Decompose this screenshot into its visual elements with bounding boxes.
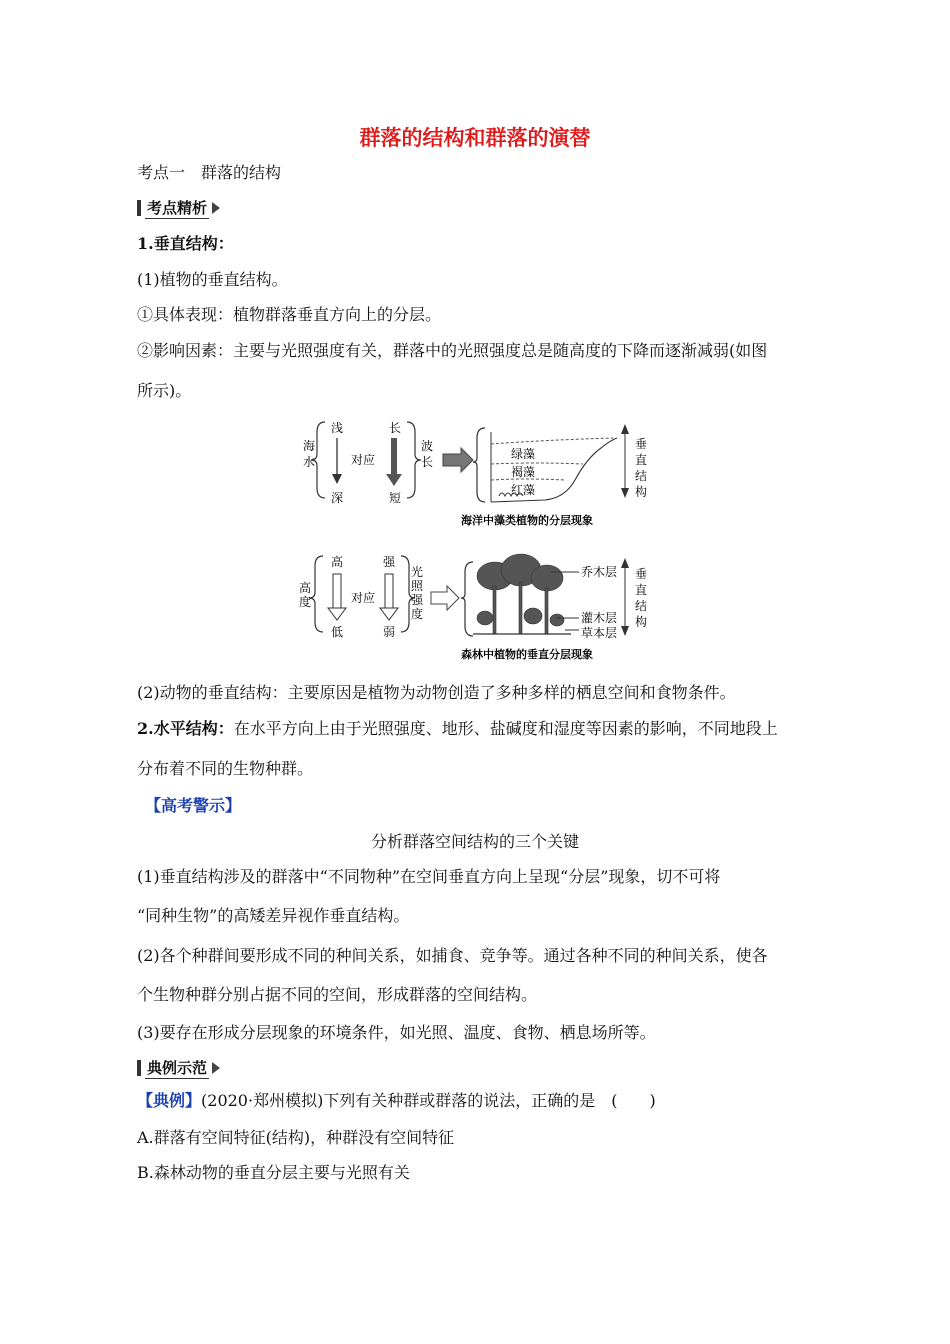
option-a: A.群落有空间特征(结构)，种群没有空间特征 (137, 1128, 455, 1147)
para-factor-2: 所示)。 (137, 381, 192, 400)
heading-horizontal-structure: 2.水平结构： (137, 719, 234, 738)
fig1-red: 红藻 (511, 483, 536, 497)
fig1-short: 短 (389, 491, 402, 505)
fig2-struct-3: 结 (635, 599, 648, 613)
fig2-strong: 强 (383, 555, 396, 569)
warning-1b: “同种生物”的高矮差异视作垂直结构。 (137, 906, 410, 925)
analysis-badge-label: 考点精析 (147, 199, 208, 217)
fig1-long: 长 (389, 421, 402, 435)
fig2-struct-4: 构 (635, 615, 648, 629)
horizontal-text: 在水平方向上由于光照强度、地形、盐碱度和湿度等因素的影响，不同地段上 (233, 719, 778, 738)
fig2-light-3: 强 (411, 593, 424, 607)
para-horizontal-1 (137, 719, 778, 739)
fig1-deep: 深 (331, 491, 344, 505)
fig1-corresponds: 对应 (351, 453, 376, 467)
fig2-corresponds: 对应 (351, 591, 376, 605)
forest-figure (295, 548, 675, 668)
warning-1a: (1)垂直结构涉及的群落中“不同物种”在空间垂直方向上呈现“分层”现象，切不可将 (137, 867, 721, 886)
example-badge-label: 典例示范 (147, 1059, 208, 1077)
fig2-left-2: 度 (299, 595, 312, 609)
fig1-caption: 海洋中藻类植物的分层现象 (461, 514, 593, 527)
example-question-text: (2020·郑州模拟)下列有关种群或群落的说法，正确的是 ( ) (201, 1091, 656, 1110)
fig1-brown: 褐藻 (511, 465, 536, 479)
fig2-high: 高 (331, 555, 344, 569)
fig2-herb: 草本层 (581, 626, 618, 640)
warning-title: 分析群落空间结构的三个关键 (370, 832, 579, 851)
fig1-left-label-2: 水 (303, 455, 316, 469)
warning-tag: 【高考警示】 (145, 796, 242, 815)
fig2-low: 低 (331, 625, 344, 639)
para-horizontal-2: 分布着不同的生物种群。 (137, 759, 314, 778)
fig2-light-1: 光 (411, 565, 424, 579)
section-heading: 考点一 群落的结构 (137, 163, 282, 182)
algae-figure (295, 414, 675, 534)
example-tag: 【典例】 (137, 1091, 202, 1110)
fig2-tree: 乔木层 (581, 565, 618, 579)
warning-2a: (2)各个种群间要形成不同的种间关系，如捕食、竞争等。通过各种不同的种间关系，使各 (137, 946, 768, 965)
para-factor-1: ②影响因素：主要与光照强度有关，群落中的光照强度总是随高度的下降而逐渐减弱(如图 (137, 341, 768, 360)
fig1-struct-1: 垂 (635, 437, 648, 451)
example-badge (137, 1057, 220, 1079)
para-concrete: ①具体表现：植物群落垂直方向上的分层。 (137, 305, 442, 324)
fig1-struct-2: 直 (635, 453, 648, 467)
fig1-wave-2: 长 (421, 455, 434, 469)
fig2-left-1: 高 (299, 581, 312, 595)
option-b: B.森林动物的垂直分层主要与光照有关 (137, 1163, 410, 1182)
fig2-light-2: 照 (411, 579, 424, 593)
example-question (137, 1091, 656, 1111)
fig1-wave-1: 波 (421, 439, 434, 453)
fig2-struct-1: 垂 (635, 567, 648, 581)
fig2-shrub: 灌木层 (581, 611, 618, 625)
page-title: 群落的结构和群落的演替 (359, 125, 591, 150)
fig2-light-4: 度 (411, 607, 424, 621)
fig1-shallow: 浅 (331, 421, 344, 435)
fig1-struct-4: 构 (635, 485, 648, 499)
fig2-struct-2: 直 (635, 583, 648, 597)
para-plant: (1)植物的垂直结构。 (137, 270, 288, 289)
warning-3: (3)要存在形成分层现象的环境条件，如光照、温度、食物、栖息场所等。 (137, 1023, 656, 1042)
fig1-struct-3: 结 (635, 469, 648, 483)
fig2-weak: 弱 (383, 625, 396, 639)
warning-2b: 个生物种群分别占据不同的空间，形成群落的空间结构。 (137, 985, 538, 1004)
fig1-green: 绿藻 (511, 447, 536, 461)
fig2-caption: 森林中植物的垂直分层现象 (461, 648, 593, 661)
analysis-badge (137, 197, 220, 219)
fig1-left-label-1: 海 (303, 439, 316, 453)
para-animal: (2)动物的垂直结构：主要原因是植物为动物创造了多种多样的栖息空间和食物条件。 (137, 683, 736, 702)
heading-vertical-structure: 1.垂直结构： (137, 234, 234, 253)
